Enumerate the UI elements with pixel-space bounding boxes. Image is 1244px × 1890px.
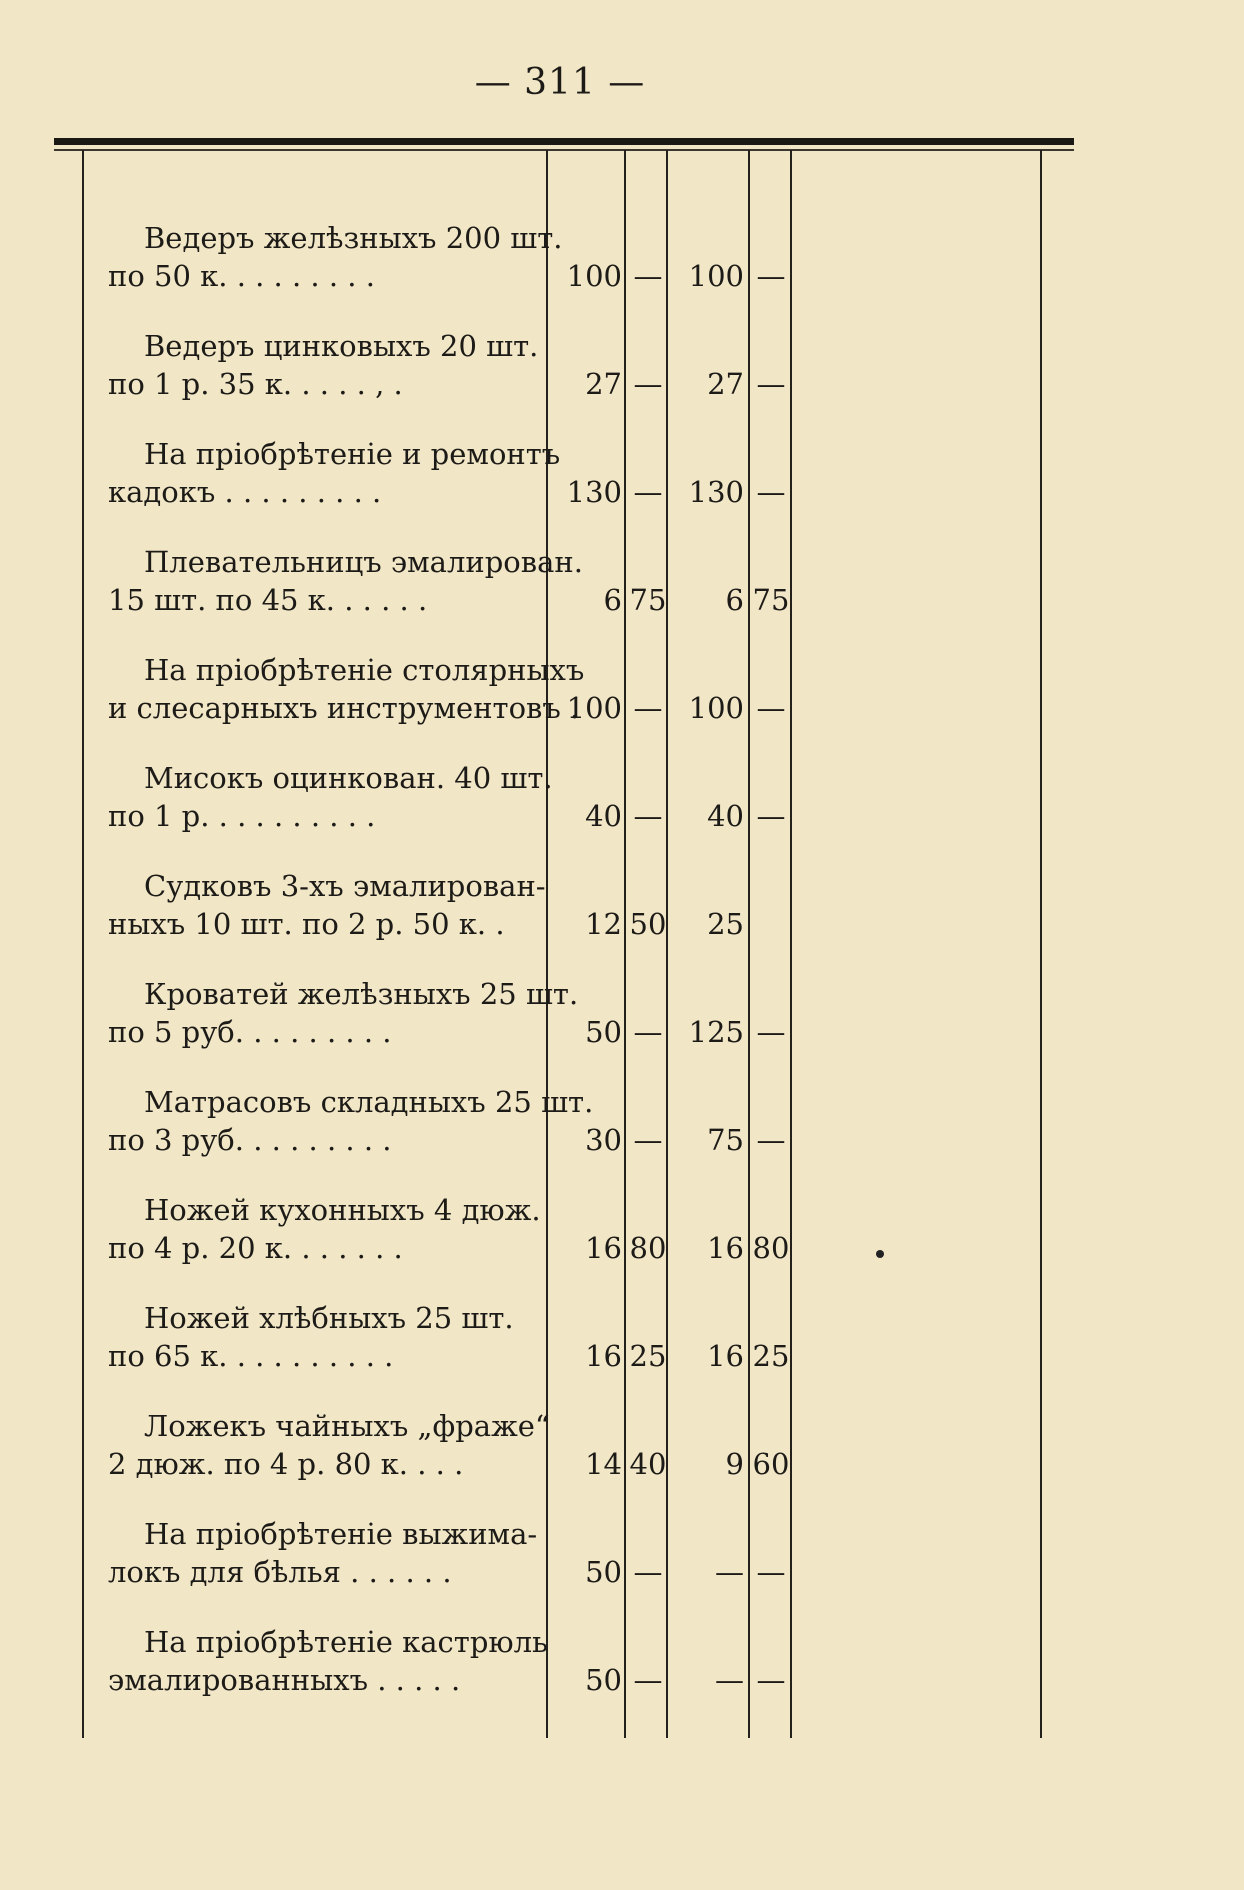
item-description-line1: Ведеръ желѣзныхъ 200 шт. (144, 221, 563, 255)
amount-2-kopeks: — (756, 259, 786, 293)
amount-1-rubles: 12 (585, 907, 622, 941)
item-description-line1: На пріобрѣтеніе и ремонтъ (144, 437, 561, 471)
amount-1-rubles: 16 (585, 1231, 622, 1265)
amount-2-kopeks: — (756, 475, 786, 509)
amount-1-rubles: 16 (585, 1339, 622, 1373)
item-description-line2: по 4 р. 20 к. . . . . . . (108, 1231, 403, 1265)
amount-1-rubles: 27 (585, 367, 622, 401)
amount-1-rubles: 130 (566, 475, 622, 509)
amount-1-kopeks: — (633, 475, 663, 509)
amount-1-rubles: 100 (566, 259, 622, 293)
item-description-line2: локъ для бѣлья . . . . . . (108, 1555, 452, 1589)
item-description-line2: 15 шт. по 45 к. . . . . . (108, 583, 428, 617)
amount-1-rubles: 50 (585, 1663, 622, 1697)
amount-1-rubles: 50 (585, 1555, 622, 1589)
item-description-line1: Ведеръ цинковыхъ 20 шт. (144, 329, 539, 363)
amount-1-kopeks: 75 (629, 583, 667, 617)
item-description-line1: Ножей хлѣбныхъ 25 шт. (144, 1301, 514, 1335)
item-description-line1: На пріобрѣтеніе кастрюль (144, 1625, 548, 1659)
table-row (0, 1504, 1244, 1612)
amount-2-kopeks: — (756, 1123, 786, 1157)
amount-1-kopeks: 80 (629, 1231, 667, 1265)
amount-2-rubles: — (715, 1663, 744, 1697)
item-description-line1: Кроватей желѣзныхъ 25 шт. (144, 977, 579, 1011)
amount-1-rubles: 6 (603, 583, 622, 617)
amount-2-kopeks: — (756, 1663, 786, 1697)
item-description-line2: по 3 руб. . . . . . . . . (108, 1123, 392, 1157)
amount-1-kopeks: — (633, 259, 663, 293)
amount-1-rubles: 14 (585, 1447, 622, 1481)
amount-2-rubles: 25 (707, 907, 744, 941)
amount-2-kopeks: 80 (752, 1231, 790, 1265)
amount-1-rubles: 30 (585, 1123, 622, 1157)
amount-2-rubles: 27 (707, 367, 744, 401)
table-row (0, 1288, 1244, 1396)
amount-2-rubles: 100 (688, 259, 744, 293)
item-description-line2: и слесарныхъ инструментовъ . (108, 691, 580, 725)
item-description-line2: 2 дюж. по 4 р. 80 к. . . . (108, 1447, 464, 1481)
amount-2-rubles: 16 (707, 1231, 744, 1265)
top-rule-thin (54, 149, 1074, 151)
amount-1-rubles: 40 (585, 799, 622, 833)
amount-1-kopeks: — (633, 367, 663, 401)
amount-2-rubles: 40 (707, 799, 744, 833)
table-row (0, 1396, 1244, 1504)
amount-1-kopeks: — (633, 691, 663, 725)
amount-2-rubles: 100 (688, 691, 744, 725)
amount-1-rubles: 50 (585, 1015, 622, 1049)
amount-2-kopeks: — (756, 691, 786, 725)
amount-1-rubles: 100 (566, 691, 622, 725)
table-row (0, 424, 1244, 532)
table-row (0, 964, 1244, 1072)
amount-2-kopeks: — (756, 1555, 786, 1589)
table-row (0, 1612, 1244, 1720)
item-description-line2: по 5 руб. . . . . . . . . (108, 1015, 392, 1049)
amount-2-rubles: 130 (688, 475, 744, 509)
table-row (0, 1180, 1244, 1288)
table-row (0, 316, 1244, 424)
item-description-line1: Ножей кухонныхъ 4 дюж. (144, 1193, 541, 1227)
amount-1-kopeks: — (633, 1015, 663, 1049)
table-row (0, 208, 1244, 316)
item-description-line2: по 65 к. . . . . . . . . . (108, 1339, 394, 1373)
amount-1-kopeks: 50 (629, 907, 667, 941)
item-description-line2: по 1 р. . . . . . . . . . (108, 799, 376, 833)
table-row (0, 748, 1244, 856)
item-description-line1: На пріобрѣтеніе столярныхъ (144, 653, 585, 687)
item-description-line1: Судковъ 3-хъ эмалирован- (144, 869, 546, 903)
amount-2-rubles: 125 (688, 1015, 744, 1049)
amount-2-kopeks: — (756, 367, 786, 401)
amount-1-kopeks: 40 (629, 1447, 667, 1481)
amount-2-kopeks: — (756, 799, 786, 833)
top-rule (54, 138, 1074, 145)
amount-2-rubles: 75 (707, 1123, 744, 1157)
amount-2-kopeks: — (756, 1015, 786, 1049)
table-row (0, 640, 1244, 748)
item-description-line1: Матрасовъ складныхъ 25 шт. (144, 1085, 594, 1119)
amount-2-rubles: 16 (707, 1339, 744, 1373)
item-description-line2: кадокъ . . . . . . . . . (108, 475, 382, 509)
item-description-line1: Плевательницъ эмалирован. (144, 545, 583, 579)
item-description-line2: по 1 р. 35 к. . . . . , . (108, 367, 403, 401)
amount-1-kopeks: — (633, 1555, 663, 1589)
table-row (0, 532, 1244, 640)
amount-1-kopeks: — (633, 799, 663, 833)
page-number: — 311 — (474, 62, 646, 103)
amount-1-kopeks: — (633, 1123, 663, 1157)
amount-2-kopeks: 75 (752, 583, 790, 617)
item-description-line2: эмалированныхъ . . . . . (108, 1663, 461, 1697)
amount-1-kopeks: 25 (629, 1339, 667, 1373)
amount-2-kopeks: 60 (752, 1447, 790, 1481)
table-row (0, 856, 1244, 964)
item-description-line1: Мисокъ оцинкован. 40 шт. (144, 761, 553, 795)
amount-2-kopeks: 25 (752, 1339, 790, 1373)
table-row (0, 1072, 1244, 1180)
amount-2-rubles: 6 (725, 583, 744, 617)
amount-2-rubles: 9 (725, 1447, 744, 1481)
item-description-line1: Ложекъ чайныхъ „фраже“ (144, 1409, 550, 1443)
item-description-line2: по 50 к. . . . . . . . . (108, 259, 375, 293)
amount-1-kopeks: — (633, 1663, 663, 1697)
item-description-line1: На пріобрѣтеніе выжима- (144, 1517, 538, 1551)
item-description-line2: ныхъ 10 шт. по 2 р. 50 к. . (108, 907, 505, 941)
amount-2-rubles: — (715, 1555, 744, 1589)
